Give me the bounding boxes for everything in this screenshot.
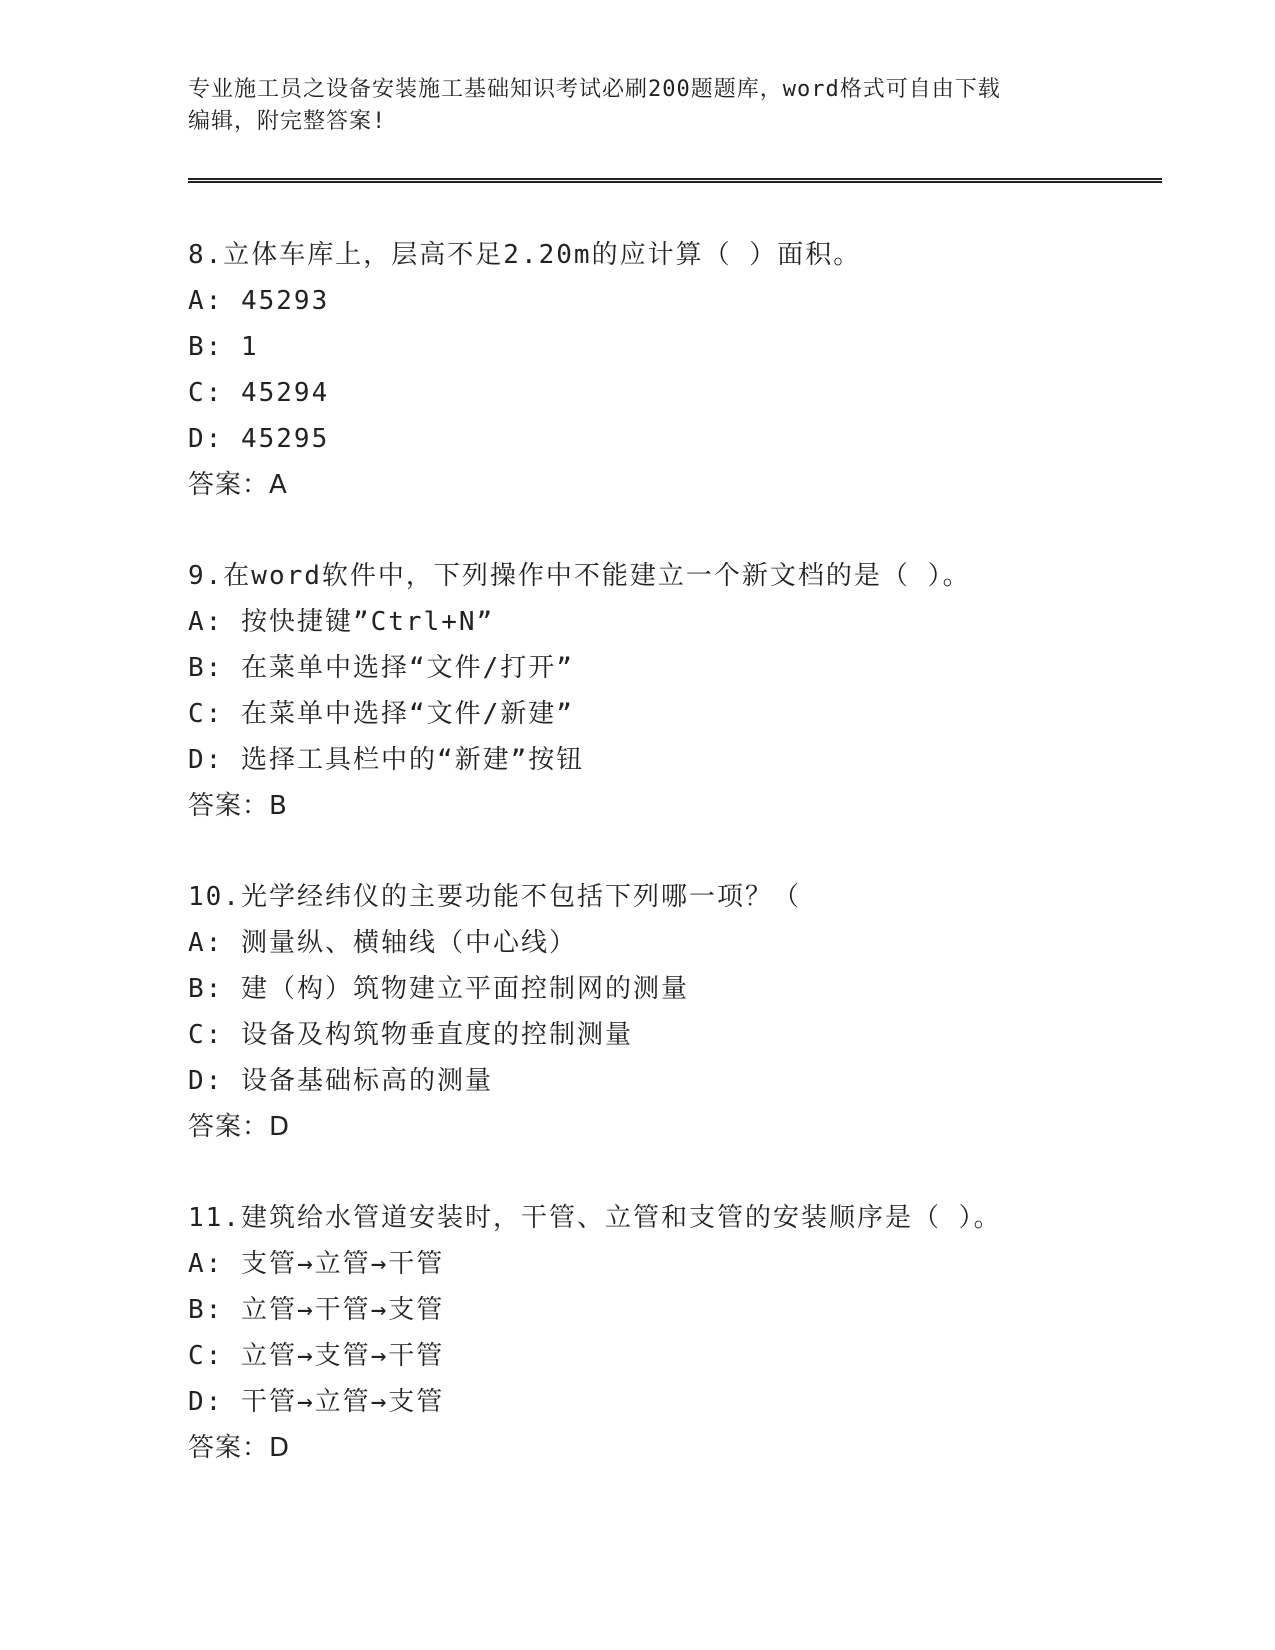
question-title: 9.在word软件中，下列操作中不能建立一个新文档的是（ ）。 <box>188 561 971 591</box>
option-b: B: 立管→干管→支管 <box>188 1295 445 1325</box>
option-b: B: 在菜单中选择“文件/打开” <box>188 653 574 683</box>
option-a: A: 支管→立管→干管 <box>188 1249 445 1279</box>
answer: 答案：A <box>188 470 288 500</box>
option-d: D: 45295 <box>188 424 330 454</box>
option-d: D: 设备基础标高的测量 <box>188 1066 493 1096</box>
header-line-2: 编辑，附完整答案! <box>188 109 387 134</box>
question-8 <box>188 232 1148 553</box>
answer: 答案：B <box>188 791 288 821</box>
option-a: A: 测量纵、横轴线（中心线） <box>188 928 577 958</box>
question-title: 8.立体车库上，层高不足2.20m的应计算（ ）面积。 <box>188 240 862 270</box>
question-list <box>188 232 1148 1516</box>
header-line-1: 专业施工员之设备安装施工基础知识考试必刷200题题库，word格式可自由下载 <box>188 77 1001 102</box>
option-c: C: 45294 <box>188 378 330 408</box>
question-title: 11.建筑给水管道安装时，干管、立管和支管的安装顺序是（ ）。 <box>188 1203 1002 1233</box>
option-c: C: 设备及构筑物垂直度的控制测量 <box>188 1020 633 1050</box>
option-c: C: 在菜单中选择“文件/新建” <box>188 699 574 729</box>
option-a: A: 45293 <box>188 286 330 316</box>
option-a: A: 按快捷键”Ctrl+N” <box>188 607 495 637</box>
option-c: C: 立管→支管→干管 <box>188 1341 445 1371</box>
header-divider <box>188 178 1162 183</box>
document-header <box>188 74 1088 138</box>
option-b: B: 建（构）筑物建立平面控制网的测量 <box>188 974 689 1004</box>
option-d: D: 选择工具栏中的“新建”按钮 <box>188 745 585 775</box>
answer: 答案：D <box>188 1112 291 1142</box>
question-10 <box>188 874 1148 1195</box>
answer: 答案：D <box>188 1433 291 1463</box>
question-11 <box>188 1195 1148 1516</box>
question-9 <box>188 553 1148 874</box>
option-b: B: 1 <box>188 332 259 362</box>
option-d: D: 干管→立管→支管 <box>188 1387 445 1417</box>
question-title: 10.光学经纬仪的主要功能不包括下列哪一项？（ <box>188 882 801 912</box>
